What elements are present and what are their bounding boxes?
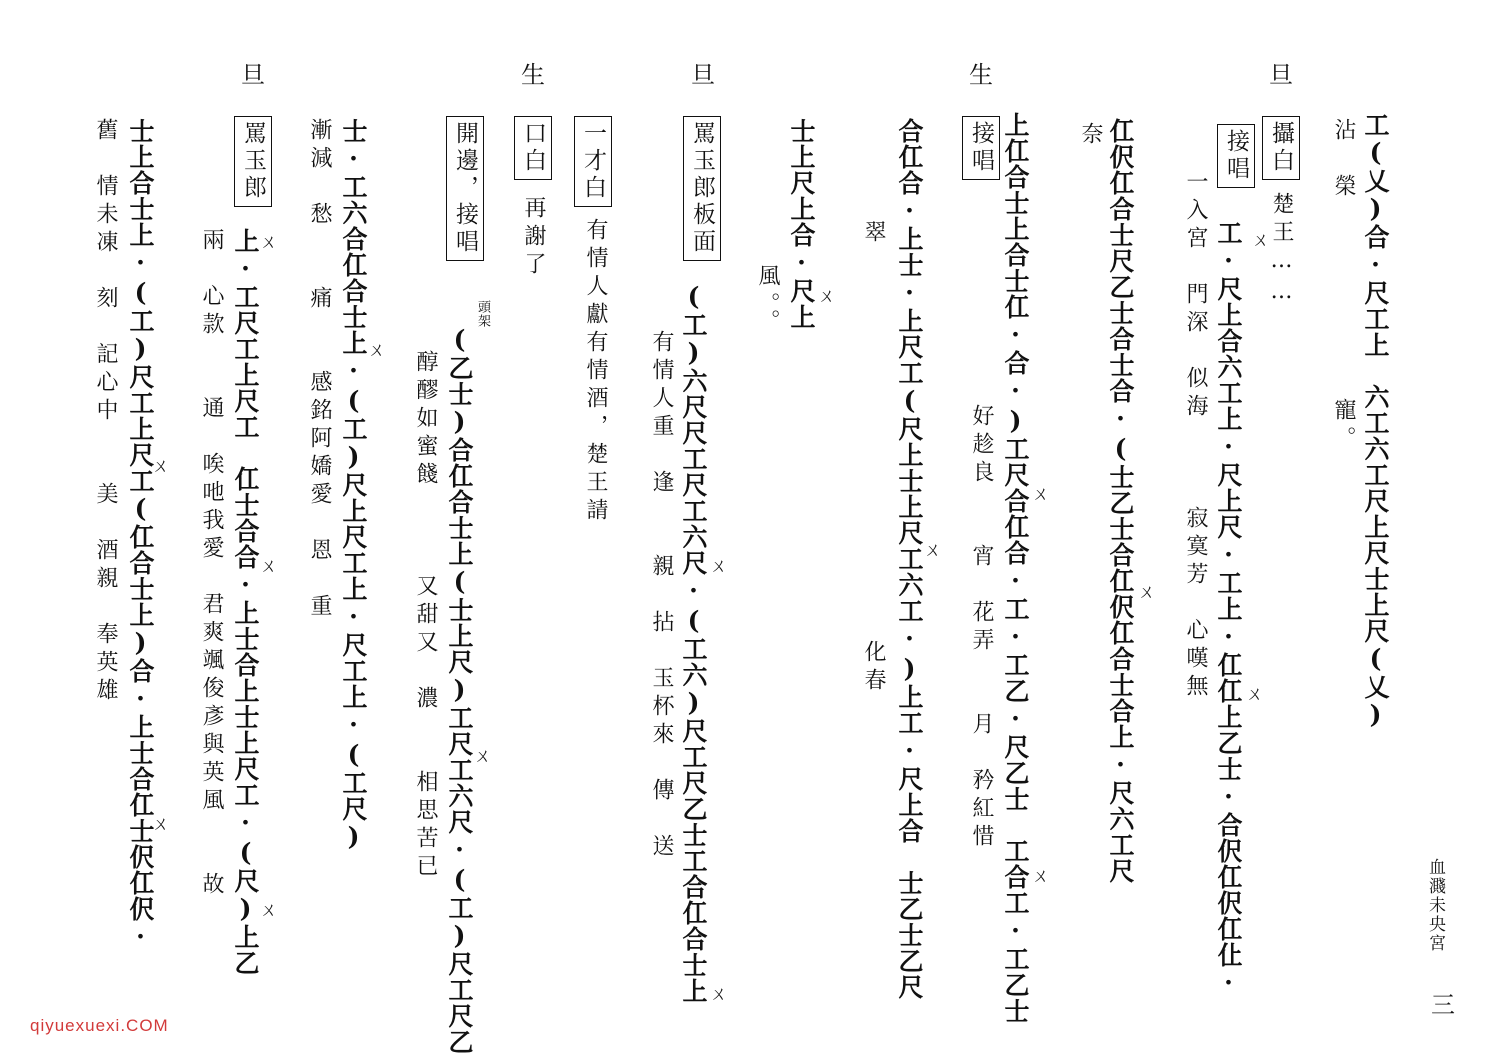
role-marker-dan-2: 旦 (691, 61, 715, 89)
lyric-column-14: 舊 情未凍 刻 記心中 美 酒親 奉英雄 (93, 118, 118, 706)
beat-mark: ㄨ (474, 746, 492, 767)
notation-column-1: 工(乂)合·尺工上 六工六工尺上尺士上尺(乂) (1361, 112, 1390, 730)
beat-mark: ㄨ (368, 340, 386, 361)
lyric-column-7: 風。。 (755, 152, 780, 337)
notation-column-8: (工)六尺尺工尺工六尺·(工六)尺工尺乙士工合仜合士上 (679, 282, 708, 1004)
label-yicaibai: 一才白 (574, 116, 612, 207)
lyric-column-12: 漸減 愁 痛 感銘阿嬌愛 恩 重 (307, 118, 332, 622)
beat-mark: ㄨ (710, 984, 728, 1005)
notation-column-12: 士·工六合仜合士上·(工)尺上尺工上·尺工上·(工尺) (339, 118, 368, 852)
beat-mark: ㄨ (818, 286, 836, 307)
label-jiechang-2: 接唱 (962, 116, 1000, 180)
notation-column-11: (乙士)合仜合士上(士上尺)工尺工六尺·(工)尺工尺乙 (445, 325, 474, 1055)
lyric-column-1: 沾 榮 寵。 (1331, 118, 1356, 454)
beat-mark: ㄨ (260, 232, 278, 253)
label-kaibian-jiechang: 開邊，接唱 (446, 116, 484, 261)
notation-column-2: 工·尺上合六工上·尺上尺·工上·仜仜上乙士·合伬仜伬仜仩· (1214, 220, 1243, 998)
beat-mark: ㄨ (710, 556, 728, 577)
label-jiechang-1: 接唱 (1217, 124, 1255, 188)
book-title: 血濺未央宮 (1425, 858, 1445, 953)
beat-mark: ㄨ (1032, 484, 1050, 505)
role-marker-sheng-1: 生 (969, 61, 993, 89)
page-number: 三 (1431, 991, 1455, 1019)
dialogue-chuwang: 楚王…… (1269, 192, 1294, 310)
role-marker-sheng-2: 生 (521, 61, 545, 89)
beat-mark: ㄨ (1252, 230, 1270, 251)
label-koubai: 口白 (514, 116, 552, 180)
role-marker-dan-3: 旦 (241, 61, 265, 89)
lyric-column-5: 好趁良 宵 花弄 月 矜紅惜 (969, 180, 994, 852)
note-toujia: 頭架 (475, 300, 490, 328)
dialogue-column-9: 有情人獻有情酒，楚王請 (583, 218, 608, 526)
beat-mark: ㄨ (1246, 684, 1264, 705)
beat-mark: ㄨ (152, 456, 170, 477)
beat-mark: ㄨ (260, 900, 278, 921)
beat-mark: ㄨ (1138, 582, 1156, 603)
beat-mark: ㄨ (924, 540, 942, 561)
notation-column-3: 奈 (1078, 122, 1103, 150)
notation-column-6: 合仜合·上士·上尺工(尺上士上尺工六工·)上工·尺上合 士乙士乙尺 (895, 118, 924, 1000)
lyric-column-11: 醇醪如蜜餞 又甜又 濃 相思苦已 (413, 350, 438, 882)
site-watermark: qiyuexuexi.COM (30, 1016, 169, 1035)
beat-mark: ㄨ (260, 556, 278, 577)
beat-mark: ㄨ (1032, 866, 1050, 887)
dialogue-column-10: 再謝了 (521, 196, 546, 280)
notation-column-14: 士上合士上·(工)尺工上尺工(仜合士上)合·上士合仜士伬仜伬· (126, 118, 155, 952)
lyric-column-6: 翠 化春 (861, 220, 886, 696)
label-mayulang: 罵玉郎 (234, 116, 272, 207)
lyric-column-8: 有情人重 逢 親 拈 玉杯來 傳 送 (649, 330, 674, 862)
notation-column-4: 仜伬仜合士尺乙士合士合·(士乙士合仜伬仜合士合上·尺六工尺 (1106, 118, 1135, 884)
notation-column-13: 上·工尺工上尺工 仜士合合·上士合上士上尺工·(尺)上乙 (231, 228, 260, 976)
label-nianbai: 攝白 (1262, 116, 1300, 180)
lyric-column-2: 一入宮 門深 似海 寂寞芳 心嘆無 (1183, 170, 1208, 702)
role-marker-dan-1: 旦 (1269, 61, 1293, 89)
lyric-column-13: 兩 心款 通 唉吔我愛 君爽颯俊彥與英風 故 (199, 228, 224, 900)
beat-mark: ㄨ (152, 814, 170, 835)
label-mayulang-banmian: 罵玉郎板面 (683, 116, 721, 261)
notation-column-7: 士上尺上合·尺上 (787, 118, 816, 330)
notation-column-5: 上仜合士上合士仜·合·)工尺合仜合·工·工乙·尺乙士 工合工·工乙士 (1001, 112, 1030, 1024)
